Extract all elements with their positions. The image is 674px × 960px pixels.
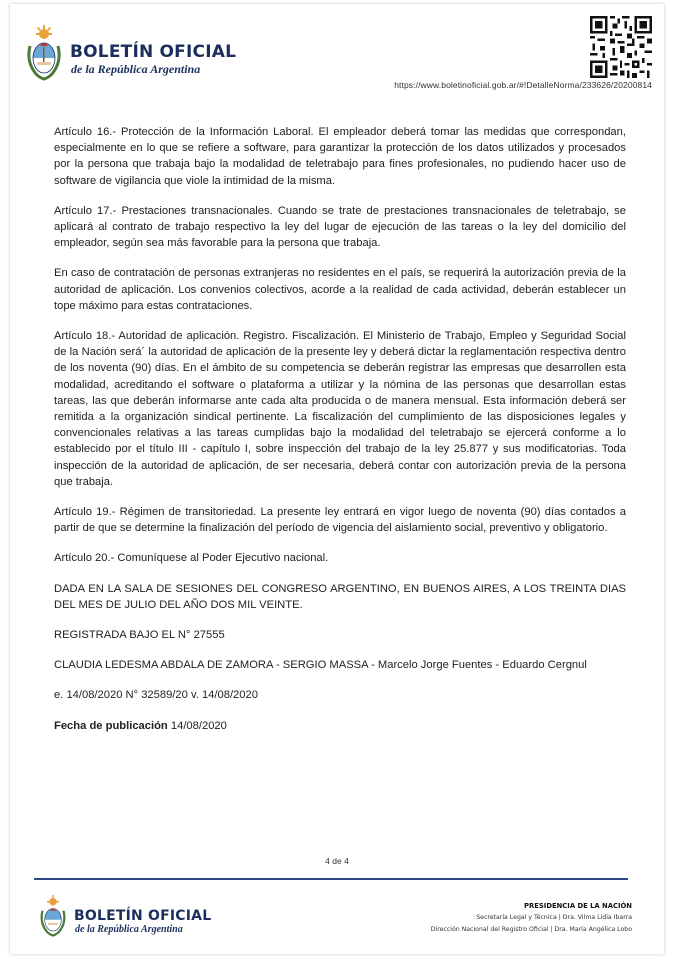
article-20: Artículo 20.- Comuníquese al Poder Ejecutivo nacional.: [54, 552, 329, 565]
publication-date: [54, 718, 626, 734]
article-16: Artículo 16.- Protección de la Información Laboral. El empleador deberá tomar las medidas que correspondan, especialmente en lo que se refiere a software, para garantizar la protección de los datos utilizados y procesados por la persona que trabaja bajo la modalidad de teletrabajo para fines profesionales, no pudiendo hacer uso de software de vigilancia que viole la intimidad de la misma.: [54, 126, 626, 187]
publication-date-value: 14/08/2020: [170, 719, 227, 732]
footer-divider: [34, 878, 628, 880]
brand: [70, 42, 236, 76]
brand-subtitle: de la República Argentina: [71, 62, 201, 76]
qr-code-icon[interactable]: [590, 16, 652, 78]
document-body: [54, 124, 626, 748]
footer-coat-of-arms-icon: [38, 894, 68, 938]
footer-credits: [431, 900, 632, 936]
source-url[interactable]: https://www.boletinoficial.gob.ar/#!DetalleNorma/233626/20200814: [394, 80, 652, 90]
footer-brand-subtitle: de la República Argentina: [75, 924, 183, 935]
footer-secretariat: Secretaría Legal y Técnica | Dra. Vilma Lidia Ibarra: [476, 914, 632, 921]
footer-presidency: PRESIDENCIA DE LA NACIÓN: [524, 902, 632, 910]
footer-directorate: Dirección Nacional del Registro Oficial | Dra. María Angélica Lobo: [430, 926, 632, 933]
closing-statement: DADA EN LA SALA DE SESIONES DEL CONGRESO ARGENTINO, EN BUENOS AIRES, A LOS TREINTA DIAS DEL MES DE JULIO DEL AÑO DOS MIL VEINTE.: [54, 582, 626, 611]
footer-brand-title: BOLETÍN OFICIAL: [74, 908, 212, 924]
footer-brand: [74, 908, 211, 936]
signatories: CLAUDIA LEDESMA ABDALA DE ZAMORA - SERGIO MASSA - Marcelo Jorge Fuentes - Eduardo Cergnul: [54, 659, 587, 672]
brand-title: BOLETÍN OFICIAL: [70, 42, 237, 62]
page-number: 4 de 4: [325, 856, 349, 866]
registration-number: REGISTRADA BAJO EL N° 27555: [54, 629, 225, 642]
article-17: Artículo 17.- Prestaciones transnacionales. Cuando se trate de prestaciones transnacionales de teletrabajo, se aplicará al contrato de trabajo respectivo la ley del lugar de ejecución de las tareas o la ley del domicilio del empleador, según sea más favorable para la persona que trabaja.: [54, 204, 626, 250]
article-18: Artículo 18.- Autoridad de aplicación. Registro. Fiscalización. El Ministerio de Trabajo, Empleo y Seguridad Social de la Nación será´ la autoridad de aplicación de la presente ley y deberá dictar la reglamentación respectiva dentro de los noventa (90) días. En el ámbito de su competencia se deberán registrar las empresas que desarrollen esta modalidad, acreditando el software o plataforma a utilizar y la nómina de las personas que desarrollan estas tareas, las que deberán informarse ante cada alta producida o de manera mensual. Esta información deberá ser remitida a la organización sindical pertinente. La fiscalización del cumplimiento de las disposiciones legales y convencionales relativas a las tareas cumplidas bajo la modalidad del teletrabajo se ejercerá conforme a lo establecido por el título III - capítulo I, sobre inspección del trabajo de la ley 25.877 y sus modificatorias. Toda inspección de la autoridad de aplicación, de ser necesaria, deberá contar con autorización previa de la persona que trabaja.: [54, 330, 626, 488]
article-19: Artículo 19.- Régimen de transitoriedad. La presente ley entrará en vigor luego de noventa (90) días contados a partir de que se determine la finalización del período de vigencia del aislamiento social, preventivo y obligatorio.: [54, 506, 626, 535]
coat-of-arms-icon: [24, 24, 64, 82]
edition-reference: e. 14/08/2020 N° 32589/20 v. 14/08/2020: [54, 689, 258, 702]
article-17-paragraph-2: En caso de contratación de personas extranjeras no residentes en el país, se requerirá la autorización previa de la autoridad de aplicación. Los convenios colectivos, acorde a la realidad de cada actividad, deberán establecer un tope máximo para estas contrataciones.: [54, 267, 626, 312]
publication-date-label: Fecha de publicación: [54, 719, 168, 732]
